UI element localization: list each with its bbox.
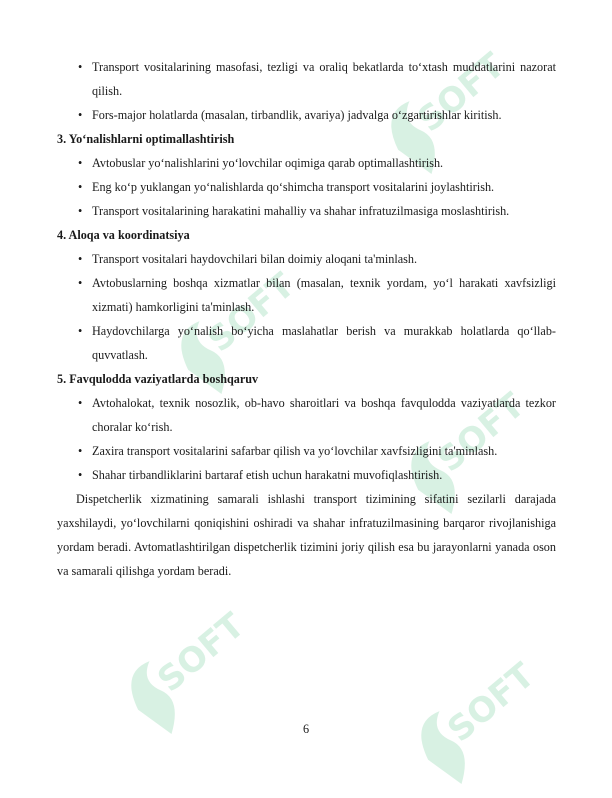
watermark-text: SOFT [410, 45, 500, 141]
list-item [57, 391, 556, 439]
list-item-text: Zaxira transport vositalarini safarbar qilish va yo‘lovchilar xavfsizligini ta'minlash. [92, 444, 498, 458]
bullet-icon: • [78, 108, 83, 122]
list-item-text: Transport vositalarining harakatini mahalliy va shahar infratuzilmasiga moslashtirish. [92, 204, 510, 218]
list-item [57, 151, 556, 175]
bullet-icon: • [78, 276, 83, 290]
bullet-icon: • [78, 180, 83, 194]
bullet-icon: • [78, 60, 83, 74]
page-number: 6 [302, 722, 310, 736]
section-heading: 5. Favqulodda vaziyatlarda boshqaruv [57, 372, 259, 386]
bullet-list [57, 151, 556, 223]
bullet-icon: • [78, 444, 83, 458]
watermark-text: SOFT [430, 385, 520, 481]
list-item [57, 439, 556, 463]
document-body [57, 55, 556, 583]
list-item-text: Shahar tirbandliklarini bartaraf etish uchun harakatni muvofiqlashtirish. [92, 468, 443, 482]
bullet-icon: • [78, 468, 83, 482]
list-item [57, 199, 556, 223]
watermark-text: SOFT [440, 655, 530, 751]
watermark-text: SOFT [150, 605, 240, 701]
bullet-list [57, 55, 556, 127]
list-item [57, 55, 556, 103]
section-heading: 3. Yo‘nalishlarni optimallashtirish [57, 132, 235, 146]
list-item-text: Haydovchilarga yo‘nalish bo‘yicha maslahatlar berish va murakkab holatlarda qo‘llab-quvvatlash. [92, 324, 556, 362]
section-heading: 4. Aloqa va koordinatsiya [57, 228, 190, 242]
list-item [57, 247, 556, 271]
bullet-icon: • [78, 324, 83, 338]
bullet-list [57, 391, 556, 487]
list-item [57, 271, 556, 319]
watermark-text: SOFT [200, 265, 290, 361]
list-item [57, 103, 556, 127]
list-item-text: Fors-major holatlarda (masalan, tirbandlik, avariya) jadvalga o‘zgartirishlar kiritish. [92, 108, 502, 122]
list-item [57, 463, 556, 487]
list-item-text: Avtobuslarning boshqa xizmatlar bilan (masalan, texnik yordam, yo‘l harakati xavfsizligi xizmati) hamkorligini ta'minlash. [92, 276, 556, 314]
bullet-icon: • [78, 252, 83, 266]
bullet-icon: • [78, 396, 83, 410]
bullet-list [57, 247, 556, 367]
bullet-icon: • [78, 204, 83, 218]
list-item [57, 319, 556, 367]
body-paragraph: Dispetcherlik xizmatining samarali ishlashi transport tizimining sifatini sezilarli darajada yaxshilaydi, yo‘lovchilarni qoniqishini oshiradi va shahar infratuzilmasining barqaror rivojlanishiga yordam beradi. Avtomatlashtirilgan dispetcherlik tizimini joriy qilish esa bu jarayonlarni yanada oson va samarali qilishga yordam beradi. [57, 492, 556, 578]
list-item-text: Eng ko‘p yuklangan yo‘nalishlarda qo‘shimcha transport vositalarini joylashtirish. [92, 180, 495, 194]
list-item-text: Transport vositalari haydovchilari bilan doimiy aloqani ta'minlash. [92, 252, 417, 266]
list-item-text: Avtobuslar yo‘nalishlarini yo‘lovchilar oqimiga qarab optimallashtirish. [92, 156, 444, 170]
list-item [57, 175, 556, 199]
bullet-icon: • [78, 156, 83, 170]
list-item-text: Transport vositalarining masofasi, tezligi va oraliq bekatlarda to‘xtash muddatlarini nazorat qilish. [92, 60, 556, 98]
list-item-text: Avtohalokat, texnik nosozlik, ob-havo sharoitlari va boshqa favqulodda vaziyatlarda tezkor choralar ko‘rish. [92, 396, 556, 434]
